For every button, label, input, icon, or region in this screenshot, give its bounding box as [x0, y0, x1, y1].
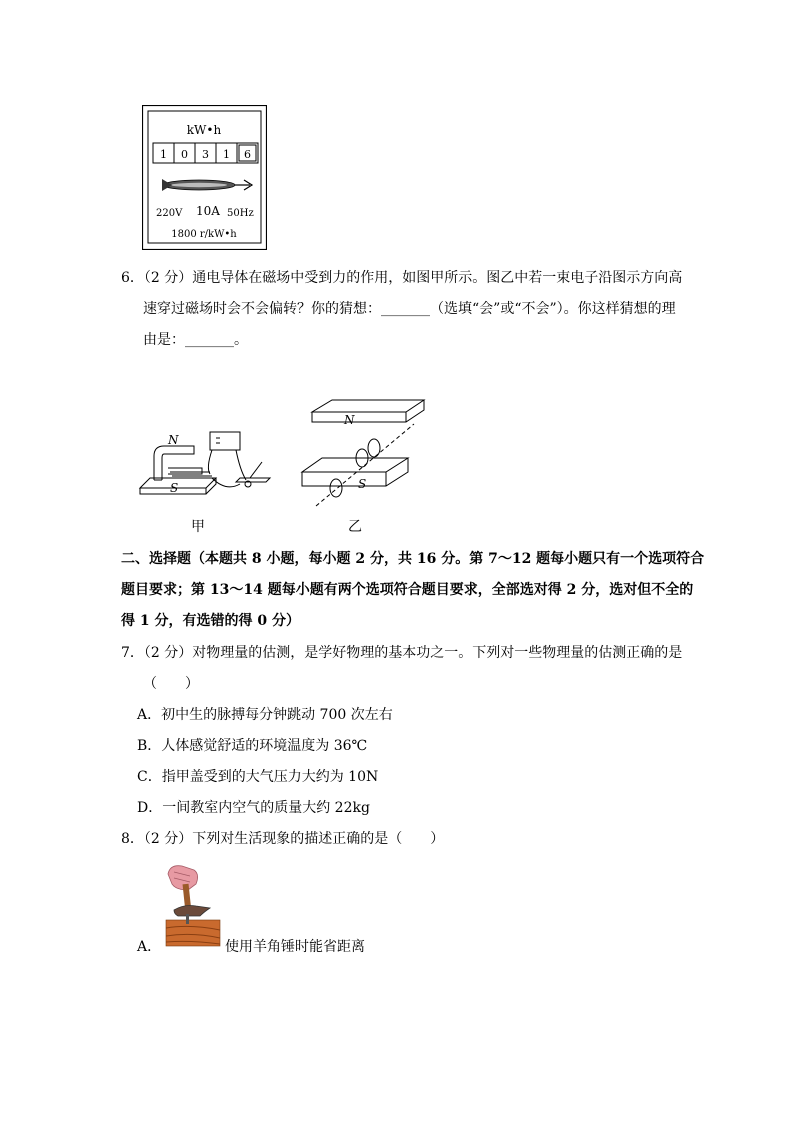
fig-b-n-label: N: [344, 413, 355, 427]
section-2-heading-line-3: 得 1 分，有选错的得 0 分）: [121, 613, 300, 629]
electric-meter-figure: [142, 105, 267, 250]
fig-a-n-label: N: [168, 433, 179, 447]
meter-digit: 6: [244, 148, 251, 161]
meter-current: 10A: [196, 204, 220, 218]
figure-caption-a: 甲: [191, 519, 205, 535]
meter-unit: kW•h: [186, 123, 222, 137]
meter-digit: 1: [223, 148, 230, 161]
meter-constant: 1800 r/kW•h: [171, 229, 237, 240]
meter-voltage: 220V: [156, 208, 183, 219]
figure-caption-b: 乙: [348, 519, 362, 535]
q6-line-1: 6．（2 分）通电导体在磁场中受到力的作用，如图甲所示。图乙中若一束电子沿图示方向高: [121, 270, 683, 286]
magnetic-force-figure: [136, 398, 426, 516]
meter-digit: 1: [160, 148, 167, 161]
meter-digit: 3: [202, 148, 209, 161]
claw-hammer-image: [160, 860, 222, 948]
section-2-heading-line-2: 题目要求；第 13～14 题每小题有两个选项符合题目要求，全部选对得 2 分，选对但不全的: [121, 582, 694, 598]
q8-stem: 8．（2 分）下列对生活现象的描述正确的是（ ）: [121, 831, 445, 847]
fig-b-s-label: S: [358, 477, 367, 491]
q8-option-a-label: A．: [137, 939, 162, 955]
meter-digit: 0: [181, 148, 188, 161]
q8-option-a-text: 使用羊角锤时能省距离: [225, 939, 365, 955]
q7-option-a: A．初中生的脉搏每分钟跳动 700 次左右: [137, 707, 393, 723]
q7-stem-line-2: （ ）: [143, 676, 199, 692]
q7-option-b: B．人体感觉舒适的环境温度为 36℃: [137, 738, 368, 754]
fig-a-s-label: S: [170, 481, 179, 495]
q7-stem-line-1: 7．（2 分）对物理量的估测，是学好物理的基本功之一。下列对一些物理量的估测正确的是: [121, 645, 683, 661]
q6-line-2: 速穿过磁场时会不会偏转？你的猜想：_______（选填“会”或“不会”）。你这样猜想的理: [143, 301, 676, 317]
meter-frequency: 50Hz: [227, 208, 254, 219]
section-2-heading-line-1: 二、选择题（本题共 8 小题，每小题 2 分，共 16 分。第 7～12 题每小题只有一个选项符合: [121, 551, 705, 567]
q7-option-d: D．一间教室内空气的质量大约 22kg: [137, 800, 370, 816]
q7-option-c: C．指甲盖受到的大气压力大约为 10N: [137, 769, 379, 785]
q6-line-3: 由是：_______。: [143, 332, 248, 348]
u-magnet-apparatus-icon: [140, 432, 270, 494]
